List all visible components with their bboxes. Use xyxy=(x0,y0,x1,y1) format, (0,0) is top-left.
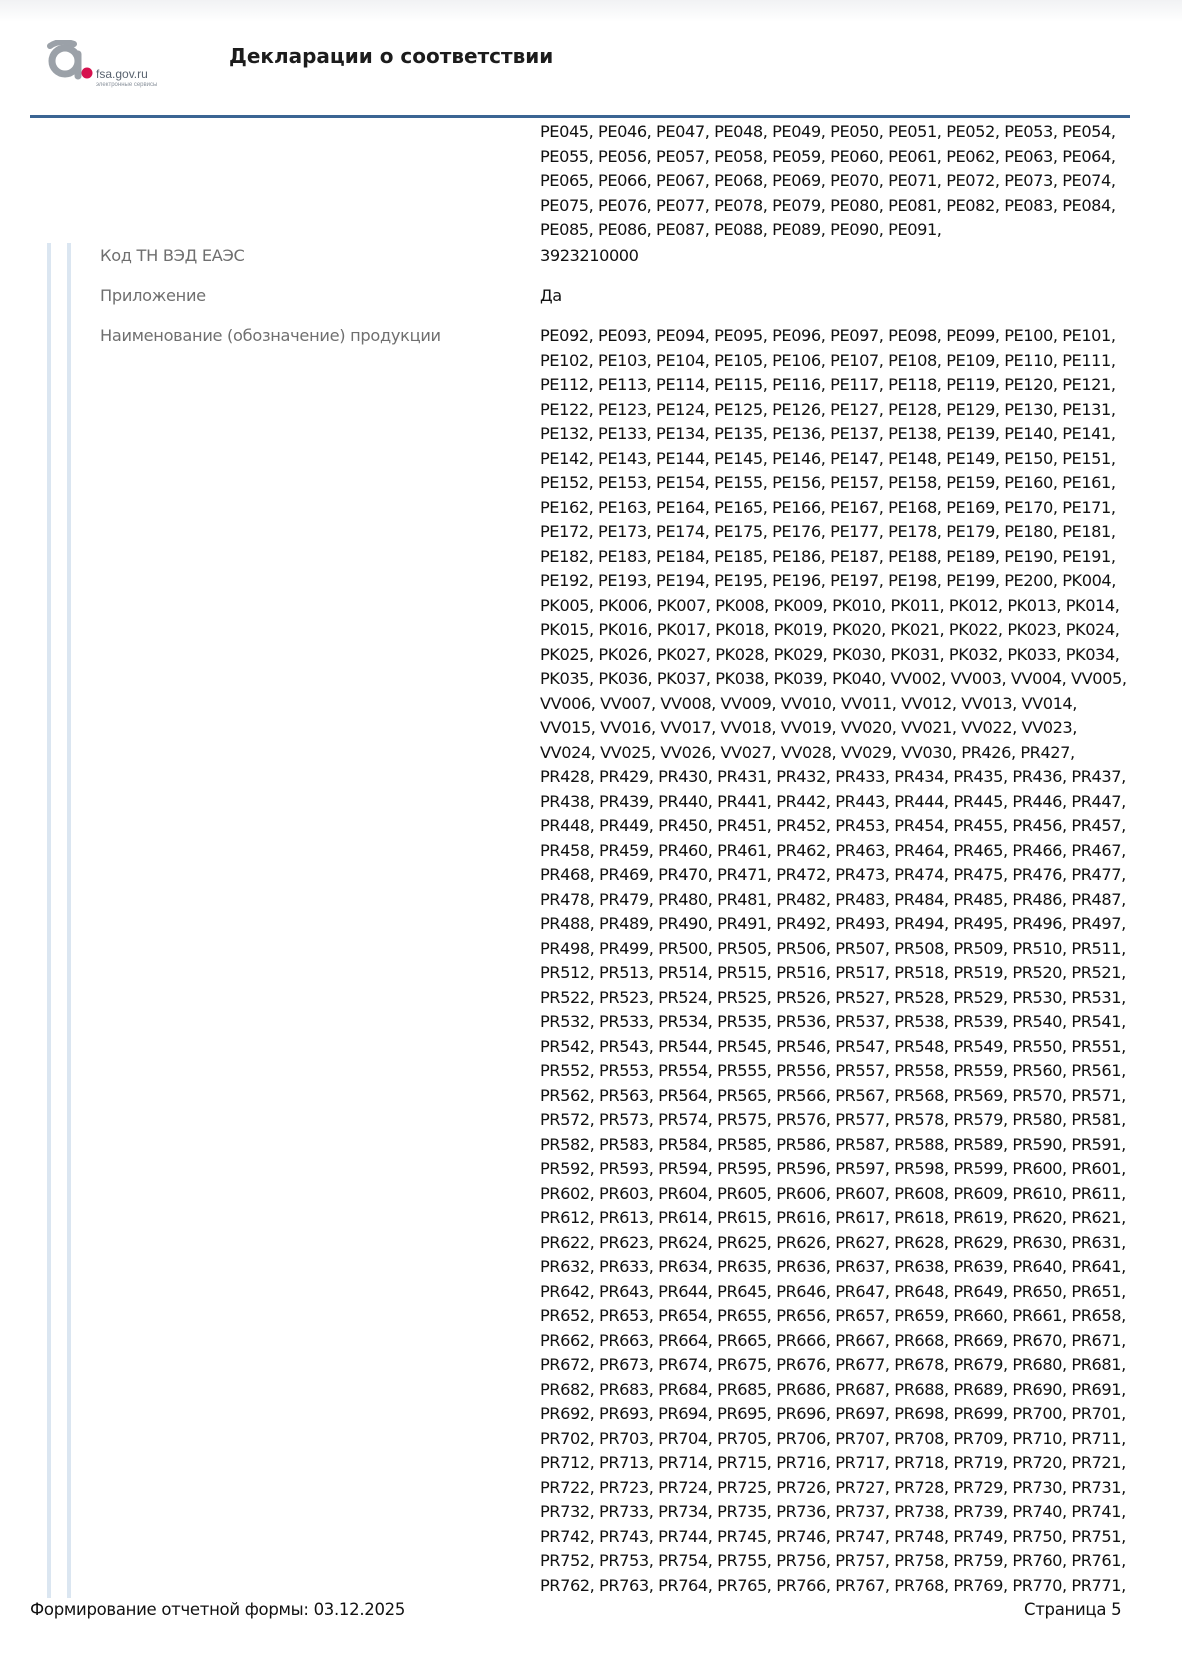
document-title: Декларации о соответствии xyxy=(229,44,554,68)
fsa-logo-icon xyxy=(44,40,96,82)
appendix-label: Приложение xyxy=(100,286,206,305)
logo-tagline: электронные сервисы xyxy=(96,82,158,88)
header-divider xyxy=(30,115,1130,118)
section-bar-outer xyxy=(47,243,51,1598)
page-number: Страница 5 xyxy=(1024,1600,1122,1619)
logo-domain: fsa.gov.ru xyxy=(96,67,148,81)
tnved-code-value: 3923210000 xyxy=(540,246,639,265)
product-name-label: Наименование (обозначение) продукции xyxy=(100,326,441,345)
section-bar-inner xyxy=(67,243,71,1598)
product-name-value: PE092, PE093, PE094, PE095, PE096, PE097, PE098, PE099, PE100, PE101, PE102, PE103, PE104, PE105, PE106, PE107, PE108, PE109, PE110, PE111, PE112, PE113, PE114, PE115, PE116, PE117, PE118, PE119, PE120, PE121, PE122, PE123, PE124, PE125, PE126, PE127, PE128, PE129, PE130, PE131, PE132, PE133, PE134, PE135, PE136, PE137, PE138, PE139, PE140, PE141, PE142, PE143, PE144, PE145, PE146, PE147, PE148, PE149, PE150, PE151, PE152, PE153, PE154, PE155, PE156, PE157, PE158, PE159, PE160, PE161, PE162, PE163, PE164, PE165, PE166, PE167, PE168, PE169, PE170, PE171, PE172, PE173, PE174, PE175, PE176, PE177, PE178, PE179, PE180, PE181, PE182, PE183, PE184, PE185, PE186, PE187, PE188, PE189, PE190, PE191, PE192, PE193, PE194, PE195, PE196, PE197, PE198, PE199, PE200, PK004, PK005, PK006, PK007, PK008, PK009, PK010, PK011, PK012, PK013, PK014, PK015, PK016, PK017, PK018, PK019, PK020, PK021, PK022, PK023, PK024, PK025, PK026, PK027, PK028, PK029, PK030, PK031, PK032, PK033, PK034, PK035, PK036, PK037, PK038, PK039, PK040, VV002, VV003, VV004, VV005, VV006, VV007, VV008, VV009, VV010, VV011, VV012, VV013, VV014, VV015, VV016, VV017, VV018, VV019, VV020, VV021, VV022, VV023, VV024, VV025, VV026, VV027, VV028, VV029, VV030, PR426, PR427, PR428, PR429, PR430, PR431, PR432, PR433, PR434, PR435, PR436, PR437, PR438, PR439, PR440, PR441, PR442, PR443, PR444, PR445, PR446, PR447, PR448, PR449, PR450, PR451, PR452, PR453, PR454, PR455, PR456, PR457, PR458, PR459, PR460, PR461, PR462, PR463, PR464, PR465, PR466, PR467, PR468, PR469, PR470, PR471, PR472, PR473, PR474, PR475, PR476, PR477, PR478, PR479, PR480, PR481, PR482, PR483, PR484, PR485, PR486, PR487, PR488, PR489, PR490, PR491, PR492, PR493, PR494, PR495, PR496, PR497, PR498, PR499, PR500, PR505, PR506, PR507, PR508, PR509, PR510, PR511, PR512, PR513, PR514, PR515, PR516, PR517, PR518, PR519, PR520, PR521, PR522, PR523, PR524, PR525, PR526, PR527, PR528, PR529, PR530, PR531, PR532, PR533, PR534, PR535, PR536, PR537, PR538, PR539, PR540, PR541, PR542, PR543, PR544, PR545, PR546, PR547, PR548, PR549, PR550, PR551, PR552, PR553, PR554, PR555, PR556, PR557, PR558, PR559, PR560, PR561, PR562, PR563, PR564, PR565, PR566, PR567, PR568, PR569, PR570, PR571, PR572, PR573, PR574, PR575, PR576, PR577, PR578, PR579, PR580, PR581, PR582, PR583, PR584, PR585, PR586, PR587, PR588, PR589, PR590, PR591, PR592, PR593, PR594, PR595, PR596, PR597, PR598, PR599, PR600, PR601, PR602, PR603, PR604, PR605, PR606, PR607, PR608, PR609, PR610, PR611, PR612, PR613, PR614, PR615, PR616, PR617, PR618, PR619, PR620, PR621, PR622, PR623, PR624, PR625, PR626, PR627, PR628, PR629, PR630, PR631, PR632, PR633, PR634, PR635, PR636, PR637, PR638, PR639, PR640, PR641, PR642, PR643, PR644, PR645, PR646, PR647, PR648, PR649, PR650, PR651, PR652, PR653, PR654, PR655, PR656, PR657, PR659, PR660, PR661, PR658, PR662, PR663, PR664, PR665, PR666, PR667, PR668, PR669, PR670, PR671, PR672, PR673, PR674, PR675, PR676, PR677, PR678, PR679, PR680, PR681, PR682, PR683, PR684, PR685, PR686, PR687, PR688, PR689, PR690, PR691, PR692, PR693, PR694, PR695, PR696, PR697, PR698, PR699, PR700, PR701, PR702, PR703, PR704, PR705, PR706, PR707, PR708, PR709, PR710, PR711, PR712, PR713, PR714, PR715, PR716, PR717, PR718, PR719, PR720, PR721, PR722, PR723, PR724, PR725, PR726, PR727, PR728, PR729, PR730, PR731, PR732, PR733, PR734, PR735, PR736, PR737, PR738, PR739, PR740, PR741, PR742, PR743, PR744, PR745, PR746, PR747, PR748, PR749, PR750, PR751, PR752, PR753, PR754, PR755, PR756, PR757, PR758, PR759, PR760, PR761, PR762, PR763, PR764, PR765, PR766, PR767, PR768, PR769, PR770, PR771, xyxy=(540,326,1127,1595)
appendix-value: Да xyxy=(540,286,562,305)
tnved-code-label: Код ТН ВЭД ЕАЭС xyxy=(100,246,245,265)
continued-product-list: PE045, PE046, PE047, PE048, PE049, PE050, PE051, PE052, PE053, PE054, PE055, PE056, PE057, PE058, PE059, PE060, PE061, PE062, PE063, PE064, PE065, PE066, PE067, PE068, PE069, PE070, PE071, PE072, PE073, PE074, PE075, PE076, PE077, PE078, PE079, PE080, PE081, PE082, PE083, PE084, PE085, PE086, PE087, PE088, PE089, PE090, PE091, xyxy=(540,122,1116,239)
fsa-logo xyxy=(44,40,184,94)
report-generation-date: Формирование отчетной формы: 03.12.2025 xyxy=(30,1600,406,1619)
page-header xyxy=(0,0,1182,120)
